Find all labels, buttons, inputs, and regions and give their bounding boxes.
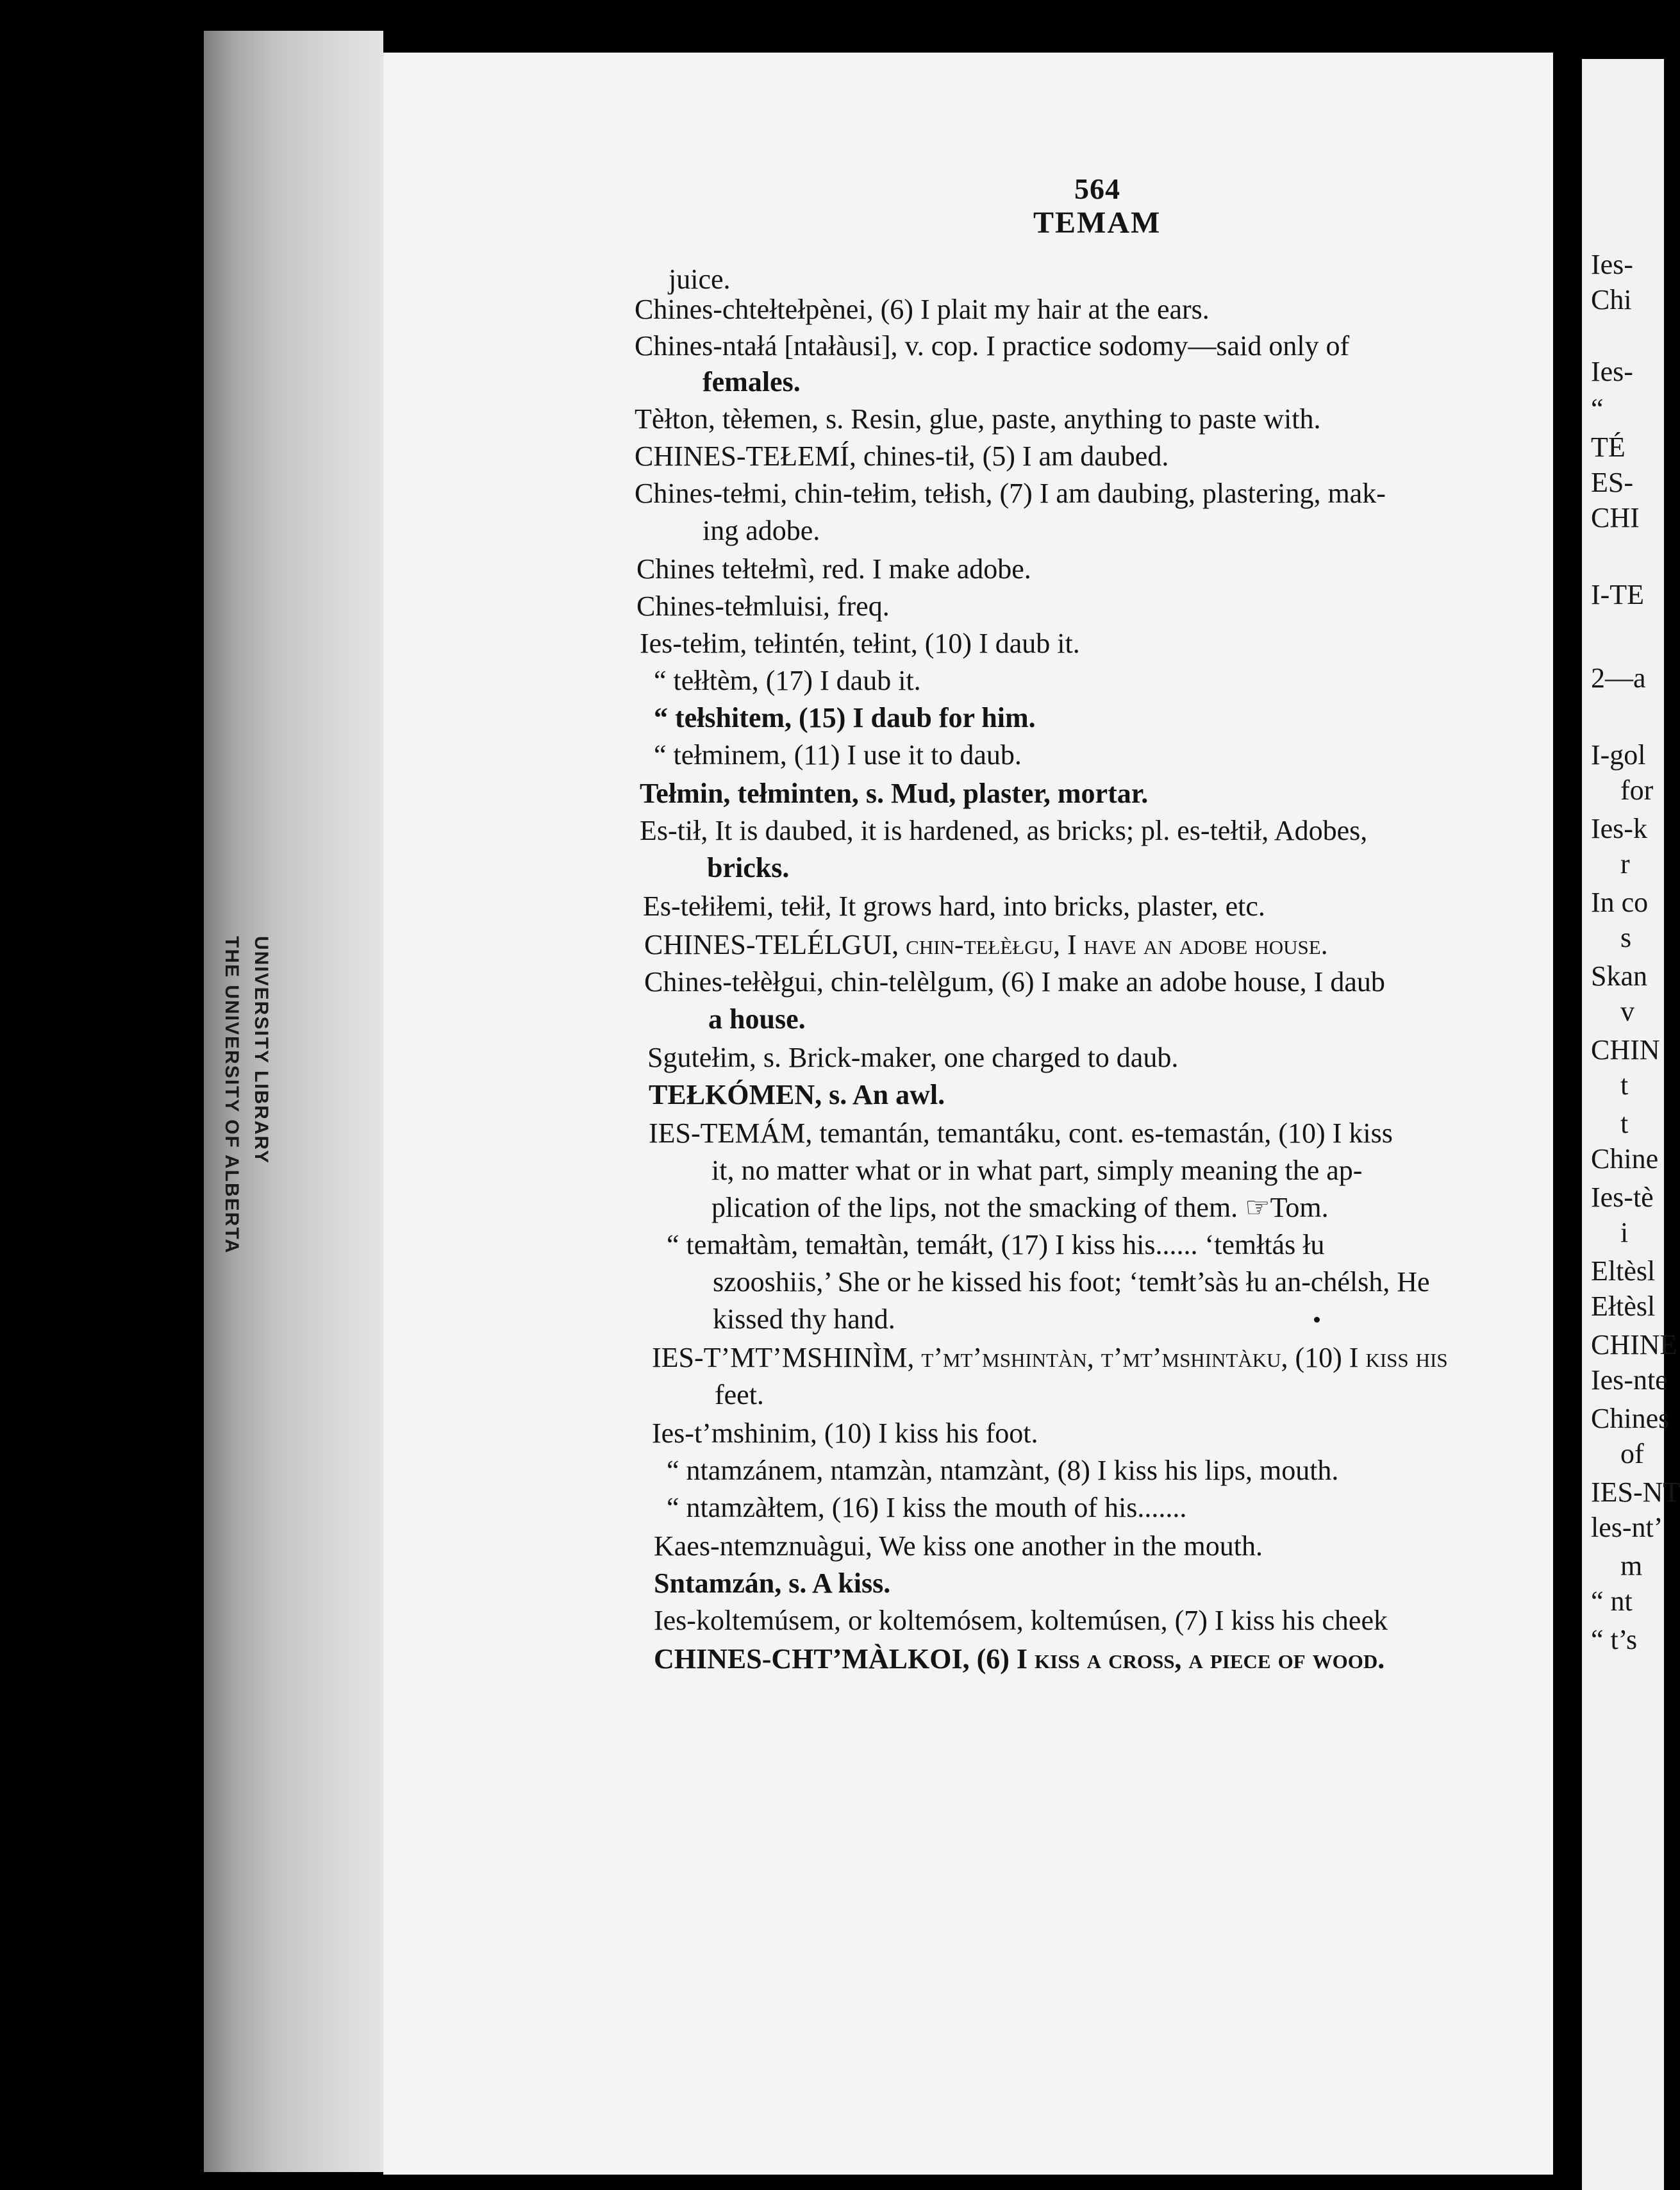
entry-line: it, no matter what or in what part, simply meaning the ap-: [711, 1155, 1363, 1186]
right-fragment: les-nt’: [1591, 1512, 1663, 1543]
entry-line: CHINES-TELÉLGUI, chin-tełèłgu, I have an adobe house.: [644, 929, 1328, 960]
right-fragment: “ nt: [1591, 1585, 1633, 1617]
right-fragment: Chine: [1591, 1143, 1659, 1174]
entry-line: “ tełminem, (11) I use it to daub.: [654, 739, 1022, 771]
right-fragment: for: [1620, 774, 1654, 806]
entry-line: Ies-t’mshinim, (10) I kiss his foot.: [652, 1417, 1038, 1449]
entry-line: plication of the lips, not the smacking of them. ☞Tom.: [711, 1192, 1329, 1223]
entry-line: “ tełłtèm, (17) I daub it.: [654, 665, 921, 696]
right-fragment: In co: [1591, 887, 1649, 918]
right-fragment: Ełtèsl: [1591, 1291, 1656, 1322]
entry-line: TEŁKÓMEN, s. An awl.: [649, 1079, 945, 1110]
entry-line: “ temałtàm, temałtàn, temáłt, (17) I kiss his...... ‘temłtás łu: [667, 1229, 1325, 1260]
entry-line: “ ntamzánem, ntamzàn, ntamzànt, (8) I kiss his lips, mouth.: [667, 1455, 1339, 1486]
right-fragment: Chines: [1591, 1403, 1670, 1434]
right-fragment: “ t’s: [1591, 1624, 1638, 1655]
entry-line: Chines-tełmluisi, freq.: [636, 590, 890, 622]
right-fragment: CHI: [1591, 502, 1640, 533]
right-fragment: t: [1620, 1108, 1629, 1139]
stamp-line-1: UNIVERSITY LIBRARY: [251, 936, 272, 1165]
entry-line: Kaes-ntemznuàgui, We kiss one another in the mouth.: [654, 1530, 1263, 1562]
right-fragment: v: [1620, 996, 1634, 1027]
entry-line: Ies-tełim, tełintén, tełint, (10) I daub it.: [640, 628, 1080, 659]
left-page: [383, 53, 1553, 2175]
right-page-edge: [1582, 59, 1680, 2190]
entry-line: Es-tił, It is daubed, it is hardened, as bricks; pl. es-tełtił, Adobes,: [640, 815, 1368, 846]
right-fragment: Ies-tè: [1591, 1182, 1654, 1213]
entry-line: ing adobe.: [703, 515, 820, 546]
right-fragment: Ies-: [1591, 249, 1633, 280]
right-fragment: Chi: [1591, 284, 1632, 315]
right-fragment: i: [1620, 1217, 1629, 1248]
entry-line: Sgutełim, s. Brick-maker, one charged to daub.: [647, 1042, 1179, 1073]
entry-line: juice.: [669, 263, 731, 295]
entry-line: Chines-tełmi, chin-tełim, tełish, (7) I am daubing, plastering, mak-: [635, 478, 1386, 509]
page-gutter: [1553, 53, 1582, 2175]
entry-line: Chines-chtełtełpènei, (6) I plait my hair at the ears.: [635, 294, 1210, 325]
stamp-line-2: THE UNIVERSITY OF ALBERTA: [221, 936, 242, 1255]
right-fragment: Eltèsl: [1591, 1255, 1656, 1287]
entry-line: Sntamzán, s. A kiss.: [654, 1567, 891, 1599]
running-title: TEMAM: [1033, 206, 1161, 240]
entry-line: bricks.: [707, 852, 790, 883]
entry-line: Ies-koltemúsem, or koltemósem, koltemúsen, (7) I kiss his cheek: [654, 1605, 1388, 1636]
page-number: 564: [1074, 172, 1120, 205]
entry-line: Es-tełiłemi, tełił, It grows hard, into bricks, plaster, etc.: [643, 890, 1265, 922]
right-fragment: s: [1620, 922, 1632, 953]
right-fragment: 2—a: [1591, 662, 1646, 694]
right-fragment: CHIN: [1591, 1034, 1660, 1066]
right-fragment: m: [1620, 1550, 1643, 1582]
entry-line: feet.: [715, 1379, 764, 1410]
entry-line: Tèłton, tèłemen, s. Resin, glue, paste, anything to paste with.: [635, 403, 1321, 435]
right-fragment: r: [1620, 848, 1630, 880]
entry-line: “ ntamzàłtem, (16) I kiss the mouth of his.......: [667, 1492, 1187, 1523]
right-fragment: I-gol: [1591, 739, 1646, 771]
right-fragment: Skan: [1591, 960, 1647, 992]
right-fragment: I-TE: [1591, 579, 1645, 610]
right-fragment: IES-NT: [1591, 1476, 1680, 1508]
right-fragment: TÉ: [1591, 431, 1626, 463]
entry-line: CHINES-CHT’MÀLKOI, (6) I kiss a cross, a piece of wood.: [654, 1643, 1385, 1675]
entry-line: Chines tełtełmì, red. I make adobe.: [636, 553, 1031, 585]
right-fragment: Ies-: [1591, 356, 1633, 387]
right-fragment: “: [1591, 393, 1604, 424]
entry-line: szooshiis,’ She or he kissed his foot; ‘temłt’sàs łu an-chélsh, He: [713, 1266, 1430, 1298]
entry-line: IES-TEMÁM, temantán, temantáku, cont. es-temastán, (10) I kiss: [649, 1117, 1393, 1149]
right-fragment: Ies-k: [1591, 813, 1647, 844]
entry-line: Tełmin, tełminten, s. Mud, plaster, mortar.: [640, 778, 1149, 809]
right-fragment: t: [1620, 1069, 1629, 1101]
entry-line: “ tełshitem, (15) I daub for him.: [654, 702, 1036, 733]
entry-line: kissed thy hand.: [713, 1303, 895, 1335]
entry-line: Chines-tełèłgui, chin-telèlgum, (6) I make an adobe house, I daub: [644, 966, 1385, 998]
right-fragment: of: [1620, 1438, 1644, 1469]
right-fragment: ES-: [1591, 467, 1633, 498]
entry-line: Chines-ntałá [ntałàusi], v. cop. I practice sodomy—said only of: [635, 330, 1350, 362]
entry-line: females.: [703, 366, 801, 397]
stray-dot: [1314, 1317, 1320, 1323]
entry-line: a house.: [708, 1003, 806, 1035]
right-fragment: Ies-nte: [1591, 1364, 1668, 1396]
entry-line: IES-T’MT’MSHINÌM, t’mt’mshintàn, t’mt’mshintàku, (10) I kiss his: [652, 1342, 1448, 1373]
library-stamp: [217, 936, 276, 1254]
right-fragment: CHINE: [1591, 1329, 1677, 1360]
entry-line: CHINES-TEŁEMÍ, chines-tił, (5) I am daubed.: [635, 440, 1169, 472]
